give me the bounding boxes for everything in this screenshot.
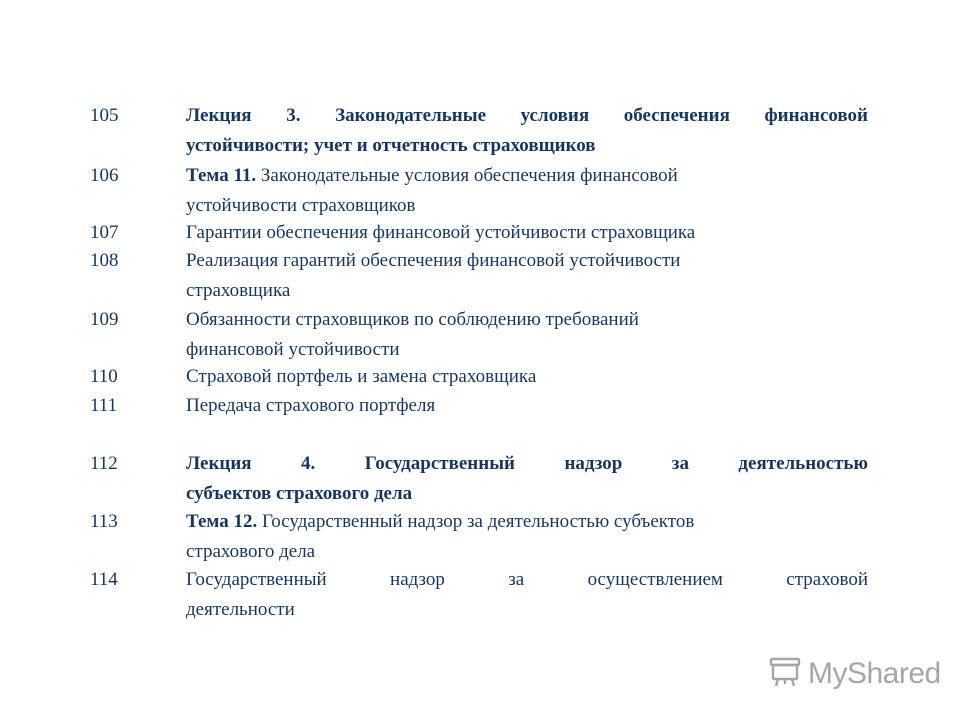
entry-heading-run: Лекция 3. Законодательные условия обеспечения финансовой (186, 105, 868, 126)
entry-line (186, 276, 868, 306)
entry-number: 112 (90, 453, 118, 474)
entry-line (186, 537, 868, 567)
entry-text-run: страхового дела (186, 541, 316, 562)
entry-number: 107 (90, 222, 119, 243)
entry-line (186, 218, 868, 248)
entry-line (186, 191, 868, 221)
entry-line (186, 362, 868, 392)
entry-heading-run: субъектов страхового дела (186, 483, 413, 504)
entry-text-run: Обязанности страховщиков по соблюдению требований (186, 309, 639, 330)
entry-text (186, 391, 868, 421)
entry-line (186, 101, 868, 131)
entry-text-run: Реализация гарантий обеспечения финансовой устойчивости (186, 250, 681, 271)
entry-text (186, 362, 868, 392)
entry-line (186, 449, 868, 479)
entry-number: 105 (90, 105, 119, 126)
entry-number: 111 (90, 395, 118, 416)
entry-text (186, 161, 868, 221)
presentation-board-icon (768, 655, 802, 694)
entry-number: 106 (90, 165, 119, 186)
entry-text-run: устойчивости страховщиков (186, 195, 416, 216)
entry-text-run: Передача страхового портфеля (186, 395, 436, 416)
entry-line (186, 161, 868, 191)
entry-heading-run: Тема 12. (186, 511, 258, 532)
entry-line (186, 246, 868, 276)
entry-text (186, 507, 868, 567)
watermark-text: MyShared (808, 657, 941, 690)
entry-text-run: Законодательные условия обеспечения финансовой (256, 165, 678, 186)
entry-heading-run: Тема 11. (186, 165, 257, 186)
entry-number: 109 (90, 309, 119, 330)
entry-number: 114 (90, 569, 118, 590)
entry-text-run: страховщика (186, 280, 291, 301)
entry-text (186, 305, 868, 365)
entry-line (186, 565, 868, 595)
entry-line (186, 131, 868, 161)
entry-line (186, 335, 868, 365)
entry-text (186, 449, 868, 509)
entry-heading-run: Лекция 4. Государственный надзор за деятельностью (186, 453, 868, 474)
entry-number: 108 (90, 250, 119, 271)
entry-number: 110 (90, 366, 118, 387)
entry-text-run: деятельности (186, 599, 295, 620)
entry-heading-run: устойчивости; учет и отчетность страховщиков (186, 135, 596, 156)
entry-line (186, 305, 868, 335)
entry-line (186, 479, 868, 509)
entry-text-run: Государственный надзор за осуществлением страховой (186, 569, 868, 590)
entry-line (186, 507, 868, 537)
entry-text-run: Государственный надзор за деятельностью субъектов (257, 511, 695, 532)
entry-text (186, 101, 868, 161)
entry-text-run: финансовой устойчивости (186, 339, 400, 360)
entry-line (186, 391, 868, 421)
entry-number: 113 (90, 511, 118, 532)
entry-text-run: Гарантии обеспечения финансовой устойчивости страховщика (186, 222, 696, 243)
entry-line (186, 595, 868, 625)
entry-text (186, 246, 868, 306)
entry-text-run: Страховой портфель и замена страховщика (186, 366, 537, 387)
entry-text (186, 565, 868, 625)
myshared-watermark (768, 654, 941, 694)
entry-text (186, 218, 868, 248)
